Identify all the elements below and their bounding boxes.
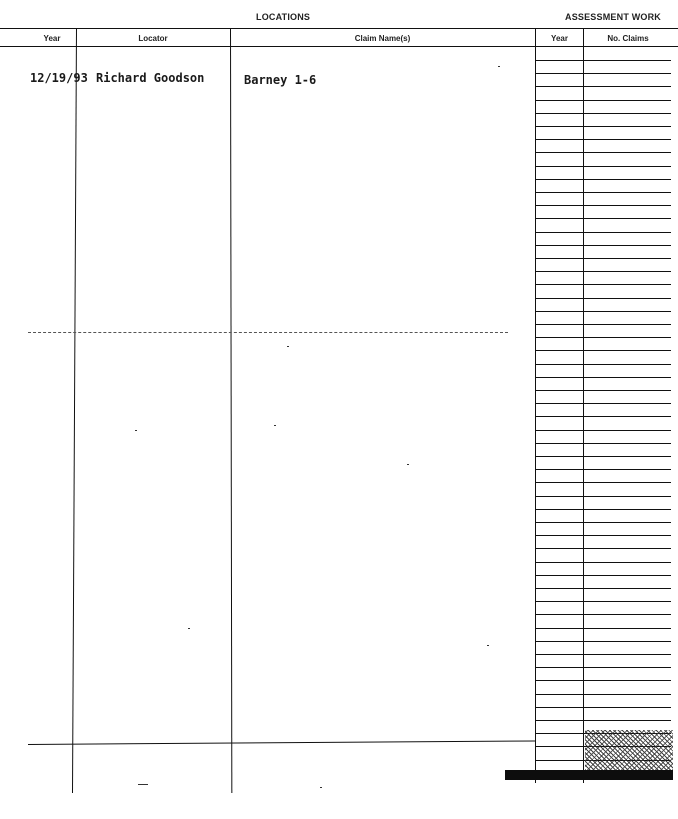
assessment-row-rule bbox=[536, 535, 671, 536]
assessment-row-rule bbox=[536, 720, 671, 721]
assessment-row-rule bbox=[536, 152, 671, 153]
assessment-row-rule bbox=[536, 667, 671, 668]
header-rule bbox=[0, 46, 678, 47]
assessment-row-rule bbox=[536, 271, 671, 272]
assessment-row-rule bbox=[536, 456, 671, 457]
assessment-row-rule bbox=[536, 218, 671, 219]
assessment-row-rule bbox=[536, 324, 671, 325]
assessment-row-rule bbox=[536, 126, 671, 127]
year-column-header: Year bbox=[43, 34, 61, 43]
assessment-row-rule bbox=[536, 284, 671, 285]
entry-year: 12/19/93 bbox=[30, 71, 88, 85]
locator-column-header: Locator bbox=[138, 34, 168, 43]
assessment-row-rule bbox=[536, 601, 671, 602]
assessment-row-rule bbox=[536, 443, 671, 444]
assessment-row-rule bbox=[536, 680, 671, 681]
scan-speck bbox=[487, 645, 489, 646]
assessment-row-rule bbox=[536, 179, 671, 180]
entry-claim-name: Barney 1-6 bbox=[244, 73, 317, 87]
assessment-row-rule bbox=[536, 403, 671, 404]
scan-smudge-dark bbox=[505, 770, 673, 780]
assessment-row-rule bbox=[536, 232, 671, 233]
assessment-row-rule bbox=[536, 694, 671, 695]
section-separator bbox=[28, 332, 508, 333]
assessment-row-rule bbox=[536, 430, 671, 431]
scan-speck bbox=[407, 464, 409, 465]
assessment-row-rule bbox=[536, 245, 671, 246]
assessment-row-rule bbox=[536, 166, 671, 167]
scan-speck bbox=[274, 425, 276, 426]
assessment-row-rule bbox=[536, 390, 671, 391]
scan-speck bbox=[138, 784, 148, 785]
scan-speck bbox=[320, 787, 322, 788]
assessment-row-rule bbox=[536, 192, 671, 193]
scan-speck bbox=[188, 628, 190, 629]
column-divider-assessment-year-claims bbox=[583, 28, 584, 783]
assessment-row-rule bbox=[536, 113, 671, 114]
assessment-row-rule bbox=[536, 377, 671, 378]
assessment-row-rule bbox=[536, 707, 671, 708]
assessment-row-rule bbox=[536, 628, 671, 629]
assessment-row-rule bbox=[536, 588, 671, 589]
assessment-row-rule bbox=[536, 548, 671, 549]
scan-speck bbox=[498, 66, 500, 67]
assessment-row-rule bbox=[536, 509, 671, 510]
assessment-row-rule bbox=[536, 654, 671, 655]
assessment-row-rule bbox=[536, 337, 671, 338]
entry-locator: Richard Goodson bbox=[96, 71, 205, 85]
assessment-row-rule bbox=[536, 416, 671, 417]
bottom-rule bbox=[28, 740, 535, 745]
column-divider-year-locator bbox=[72, 28, 77, 793]
column-divider-claims-assessment bbox=[535, 28, 536, 783]
locations-header: LOCATIONS bbox=[256, 12, 311, 22]
assessment-row-rule bbox=[536, 614, 671, 615]
assessment-row-rule bbox=[536, 364, 671, 365]
assessment-row-rule bbox=[536, 139, 671, 140]
assessment-row-rule bbox=[536, 482, 671, 483]
assessment-row-rule bbox=[536, 298, 671, 299]
assessment-row-rule bbox=[536, 469, 671, 470]
assessment-row-rule bbox=[536, 350, 671, 351]
claim-names-column-header: Claim Name(s) bbox=[354, 34, 411, 43]
assessment-row-rule bbox=[536, 60, 671, 61]
assessment-row-rule bbox=[536, 205, 671, 206]
scan-speck bbox=[287, 346, 289, 347]
assessment-row-rule bbox=[536, 496, 671, 497]
assessment-row-rule bbox=[536, 575, 671, 576]
no-claims-column-header: No. Claims bbox=[607, 34, 649, 43]
scan-smudge bbox=[585, 730, 673, 770]
assessment-work-header: ASSESSMENT WORK bbox=[565, 12, 662, 22]
assessment-row-rule bbox=[536, 311, 671, 312]
assessment-row-rule bbox=[536, 641, 671, 642]
scan-speck bbox=[135, 430, 137, 431]
assessment-year-column-header: Year bbox=[551, 34, 568, 43]
column-divider-locator-claims bbox=[230, 28, 232, 793]
assessment-row-rule bbox=[536, 86, 671, 87]
assessment-row-rule bbox=[536, 73, 671, 74]
top-rule bbox=[0, 28, 678, 29]
assessment-row-rule bbox=[536, 100, 671, 101]
assessment-row-rule bbox=[536, 522, 671, 523]
assessment-row-rule bbox=[536, 562, 671, 563]
assessment-row-rule bbox=[536, 258, 671, 259]
